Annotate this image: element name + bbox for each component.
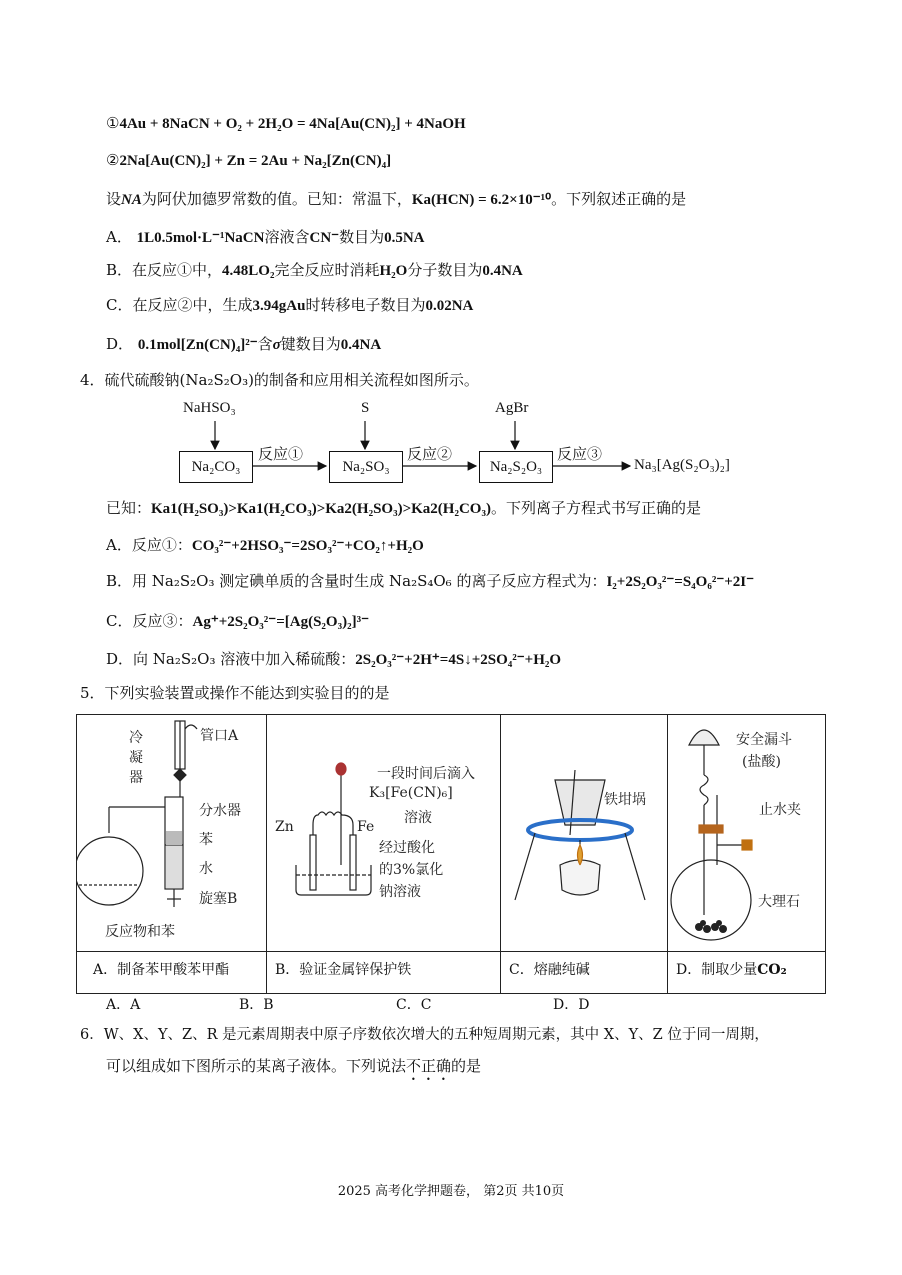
q5-choices (106, 994, 589, 1016)
flow-input-1: NaHSO₃ (183, 400, 236, 416)
q3-d-part: 含 (257, 335, 273, 353)
q3-c-part: 0.02NA (425, 298, 474, 314)
label-add-reagent: 一段时间后滴入 (377, 766, 475, 782)
label-marble: 大理石 (758, 894, 800, 910)
question-text: 的是 (451, 1057, 482, 1075)
apparatus-water-separator (77, 715, 266, 951)
q3-d-part: 0.1mol[Zn(CN)₄]²⁻ (137, 337, 258, 353)
page-footer: 2025 高考化学押题卷， 第2页 共10页 (337, 1184, 565, 1199)
q3-c-part: 在反应②中，生成 (132, 296, 253, 314)
flow-reaction-1: 反应① (258, 447, 304, 463)
flow-box-3: Na₂S₂O₃ (479, 451, 553, 483)
q6-line-1 (80, 1024, 769, 1046)
q4-a-equation: CO₃²⁻+2HSO₃⁻=2SO₃²⁻+CO₂↑+H₂O (191, 538, 424, 554)
q3-b-part: H₂O (379, 263, 408, 279)
flow-arrows (0, 0, 902, 500)
q4-c-equation: Ag⁺+2S₂O₃²⁻=[Ag(S₂O₃)₂]³⁻ (192, 614, 369, 630)
q3-b-part: 4.48LO₂ (222, 263, 275, 279)
q5-choice-d[interactable]: D．D (553, 997, 590, 1013)
flow-box-2: Na₂SO₃ (329, 451, 403, 483)
q4-d-equation: 2S₂O₃²⁻+2H⁺=4S↓+2SO₄²⁻+H₂O (355, 652, 562, 668)
q4-option-a[interactable] (106, 534, 424, 557)
q3-b-part: 0.4NA (482, 263, 523, 279)
question-text: 硫代硫酸钠(Na₂S₂O₃)的制备和应用相关流程如图所示。 (104, 371, 479, 389)
question-text: 可以组成如下图所示的某离子液体。下列说法 (106, 1057, 407, 1075)
q3-d-part: 0.4NA (340, 337, 382, 353)
option-label: C． (106, 296, 133, 314)
q3-stem-text-3: 。下列叙述正确的是 (551, 190, 687, 208)
q5-choice-a[interactable]: A．A (106, 997, 141, 1013)
label-nacl-1: 经过酸化 (379, 840, 435, 856)
label-solution: 溶液 (404, 810, 432, 826)
q4-ka-relation: Ka1(H₂SO₃)>Ka1(H₂CO₃)>Ka2(H₂SO₃)>Ka2(H₂CO₃) (151, 501, 491, 517)
label-water: 水 (199, 861, 213, 877)
caption-d-co2: CO₂ (757, 962, 787, 978)
equation-1-body: 4Au + 8NaCN + O₂ + 2H₂O = 4Na[Au(CN)₂] + 4NaOH (119, 116, 466, 132)
q4-d-part: 向 Na₂S₂O₃ 溶液中加入稀硫酸： (133, 650, 356, 668)
label-hydrochloric-acid: (盐酸) (742, 754, 781, 770)
option-label: A． (106, 536, 132, 554)
caption-b: B．验证金属锌保护铁 (275, 962, 412, 978)
equation-2-number: ② (106, 151, 120, 169)
flow-box-1: Na₂CO₃ (179, 451, 253, 483)
q3-a-part: 0.5NA (384, 230, 425, 246)
label-condenser-2: 凝 (129, 750, 143, 766)
label-benzene: 苯 (199, 832, 213, 848)
q4-a-part: 反应①： (131, 536, 192, 554)
apparatus-galvanic-cell (266, 715, 500, 951)
label-reactants: 反应物和苯 (105, 924, 175, 940)
q3-a-part: 1L0.5mol·L⁻¹NaCN (136, 230, 265, 246)
flow-reaction-3: 反应③ (557, 447, 603, 463)
label-nacl-3: 钠溶液 (379, 884, 421, 900)
q4-known (106, 497, 701, 520)
q3-a-part: 溶液含 (264, 228, 310, 246)
label-stopcock-b: 旋塞B (199, 891, 238, 907)
label-fe: Fe (357, 819, 375, 835)
label-pinch-clamp: 止水夹 (759, 802, 801, 818)
label-condenser-1: 冷 (129, 730, 143, 746)
label-zn: Zn (275, 819, 294, 835)
q3-stem-text-2: 为阿伏加德罗常数的值。已知：常温下， (141, 190, 412, 208)
q3-b-part: 完全反应时消耗 (274, 261, 380, 279)
option-label: B． (106, 261, 133, 279)
equation-2-body: 2Na[Au(CN)₂] + Zn = 2Au + Na₂[Zn(CN)₄] (119, 153, 392, 169)
q4-known-text: 。下列离子方程式书写正确的是 (490, 499, 701, 517)
q3-d-part: 键数目为 (280, 335, 341, 353)
q3-b-part: 分子数目为 (407, 261, 483, 279)
label-port-a: 管口A (200, 728, 239, 744)
option-label: B． (106, 572, 133, 590)
ka-hcn: Ka(HCN) = 6.2×10⁻¹⁰ (411, 192, 552, 208)
label-water-separator: 分水器 (199, 803, 241, 819)
caption-d-text: D．制取少量 (676, 962, 758, 978)
avogadro-symbol: NA (121, 192, 142, 208)
option-label: C． (106, 612, 133, 630)
question-text: 下列实验装置或操作不能达到实验目的的是 (104, 684, 390, 702)
q3-a-part: 数目为 (339, 228, 385, 246)
question-text: W、X、Y、Z、R 是元素周期表中原子序数依次增大的五种短周期元素，其中 X、Y、Z 位于同一周期， (103, 1027, 769, 1043)
flow-input-3: AgBr (495, 400, 529, 416)
option-label: A． (106, 228, 132, 246)
q5-title (80, 682, 390, 704)
label-condenser-3: 器 (129, 770, 143, 786)
apparatus-iron-crucible (500, 715, 667, 951)
question-number: 5． (80, 684, 105, 702)
caption-a: A．制备苯甲酸苯甲酯 (93, 962, 230, 978)
q4-c-part: 反应③： (132, 612, 193, 630)
q4-b-part: 用 Na₂S₂O₃ 测定碘单质的含量时生成 Na₂S₄O₆ 的离子反应方程式为： (132, 572, 607, 590)
q4-known-text: 已知： (106, 499, 152, 517)
flow-product: Na₃[Ag(S₂O₃)₂] (634, 457, 730, 473)
q3-b-part: 在反应①中， (132, 261, 223, 279)
emphasis-not-correct: 不正确 (406, 1057, 452, 1075)
q3-a-part: CN⁻ (309, 230, 340, 246)
q5-choice-b[interactable]: B．B (239, 997, 274, 1013)
caption-c: C．熔融纯碱 (509, 962, 590, 978)
label-iron-crucible: 铁坩埚 (604, 792, 646, 808)
q6-line-2 (106, 1055, 481, 1084)
caption-d (676, 959, 787, 979)
label-ferricyanide: K₃[Fe(CN)₆] (369, 785, 453, 801)
q5-apparatus-table (76, 714, 826, 994)
table-divider (77, 951, 825, 952)
label-nacl-2: 的3%氯化 (379, 862, 444, 878)
question-number: 6． (80, 1027, 104, 1043)
label-safety-funnel: 安全漏斗 (736, 732, 792, 748)
q5-choice-c[interactable]: C．C (396, 997, 432, 1013)
option-label: D． (106, 650, 134, 668)
flow-reaction-2: 反应② (407, 447, 453, 463)
question-number: 4． (80, 371, 105, 389)
q3-c-part: 3.94gAu (252, 298, 306, 314)
equation-1-number: ① (106, 114, 120, 132)
option-label: D． (106, 335, 134, 353)
q3-stem-text-1: 设 (106, 190, 122, 208)
q4-b-equation: I₂+2S₂O₃²⁻=S₄O₆²⁻+2I⁻ (606, 574, 755, 590)
q3-c-part: 时转移电子数目为 (305, 296, 426, 314)
sigma-symbol: σ (272, 337, 281, 353)
q4-option-b[interactable] (106, 570, 754, 593)
q4-option-d[interactable] (106, 648, 561, 671)
flow-input-2: S (361, 400, 370, 416)
q4-option-c[interactable] (106, 610, 369, 633)
